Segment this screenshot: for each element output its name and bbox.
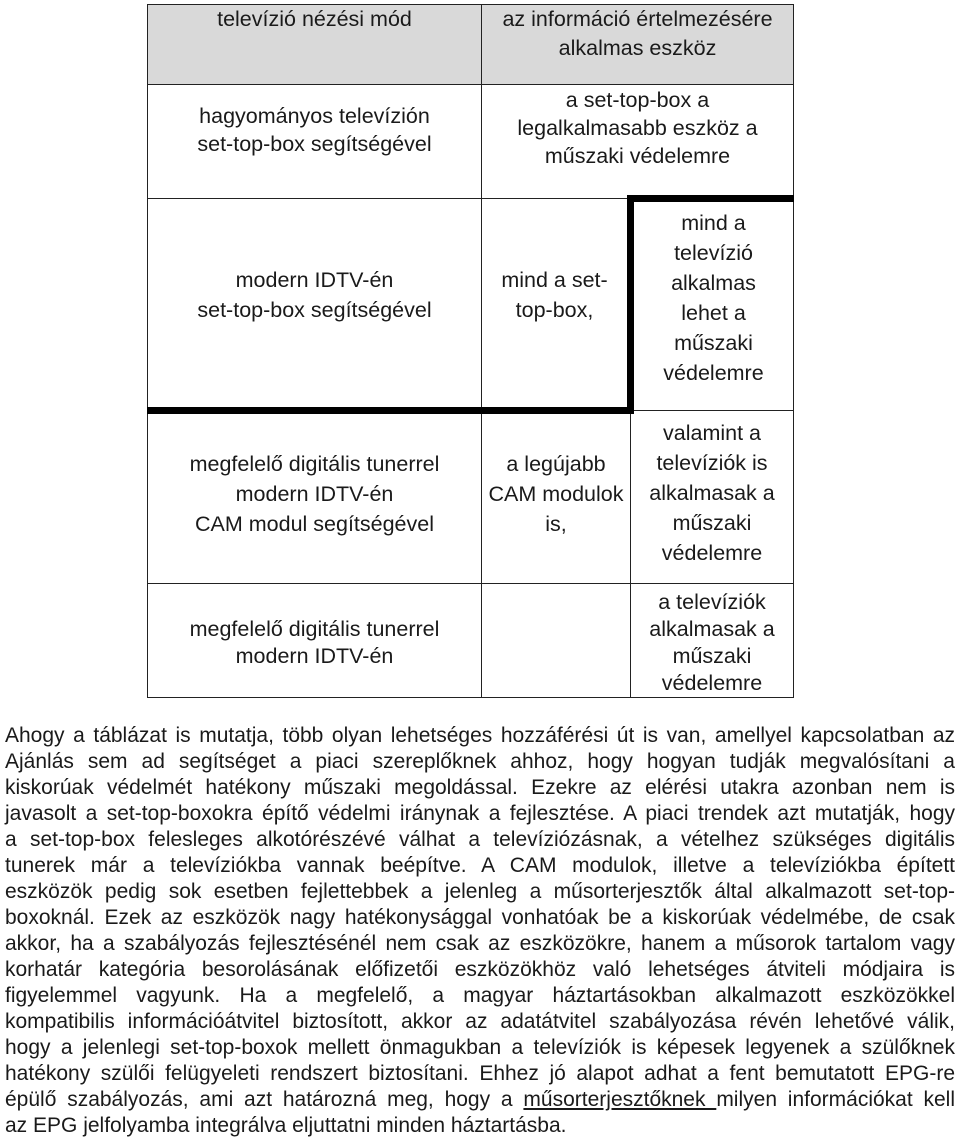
cell-text-line: modern IDTV-én	[235, 643, 394, 668]
header-text-line: az információ értelmezésére	[502, 7, 773, 31]
cell-text-line: műszaki	[672, 643, 752, 668]
cell-viewing-mode	[148, 85, 482, 199]
cell-text-line: set-top-box segítségével	[197, 131, 432, 156]
paragraph-line: boxoknál. Ezek az eszközök nagy hatékonysággal vonhatóak be a kiskorúak védelmébe, de csak	[5, 906, 955, 929]
table-row	[148, 85, 794, 199]
paragraph-line: akkor, ha a szabályozás fejlesztésénél nem csak az eszközökre, hanem a műsorok tartalom vagy	[5, 932, 955, 955]
cell-text-line: CAM modul segítségével	[195, 512, 434, 536]
cell-viewing-mode	[148, 584, 482, 698]
table-row	[148, 411, 794, 584]
cell-text-line: műszaki védelemre	[544, 144, 731, 168]
cell-text-line: hagyományos televízión	[199, 103, 430, 128]
paragraph-line: javasolt a set-top-boxokra építő védelmi iránynak a fejlesztése. A piaci trendek azt mutatják, hogy	[5, 802, 955, 825]
access-methods-table	[147, 4, 794, 698]
cell-text-line: mind a	[681, 211, 746, 235]
paragraph-line: kompatibilis információátvitel biztosított, akkor az adatátvitel szabályozása révén lehetővé válik,	[5, 1010, 955, 1033]
cell-device-middle	[482, 411, 631, 584]
paragraph-line: figyelemmel vagyunk. Ha a megfelelő, a magyar háztartásokban alkalmazott eszközökkel	[5, 984, 955, 1007]
body-paragraph	[5, 723, 955, 1139]
cell-text-line: modern IDTV-én	[235, 268, 394, 292]
paragraph-line: tunerek már a televíziókba vannak beépítve. A CAM modulok, illetve a televíziókba épített	[5, 854, 955, 877]
cell-text-line: védelemre	[661, 670, 763, 695]
cell-text-line: televízió	[674, 241, 753, 265]
cell-text-line: műszaki	[672, 510, 752, 535]
cell-text-line: védelemre	[663, 361, 764, 385]
cell-text-line: set-top-box segítségével	[197, 298, 432, 322]
cell-viewing-mode	[148, 199, 482, 411]
cell-text-line: is,	[545, 512, 567, 536]
cell-text-line: a televíziók	[658, 589, 766, 614]
paragraph-line: Ajánlás sem ad segítséget a piaci szereplőknek ahhoz, hogy hogyan tudják megvalósítani a	[5, 750, 955, 773]
cell-text-line: műszaki	[674, 331, 753, 355]
cell-text-line: televíziók is	[656, 450, 768, 475]
cell-viewing-mode	[148, 411, 482, 584]
cell-text-line: CAM modulok	[488, 482, 624, 506]
cell-text-line: valamint a	[663, 420, 761, 445]
cell-text-line: mind a set-	[501, 268, 608, 292]
cell-text-line: megfelelő digitális tunerrel	[189, 616, 440, 641]
header-viewing-mode	[148, 5, 482, 85]
cell-device-right	[631, 199, 794, 411]
header-text-line: alkalmas eszköz	[558, 36, 717, 60]
cell-device-middle	[482, 199, 631, 411]
cell-text-line: védelemre	[661, 540, 763, 565]
cell-text-line: lehet a	[681, 301, 746, 325]
cell-text-line: legalkalmasabb eszköz a	[517, 116, 758, 140]
paragraph-line: a set-top-box felesleges alkotórészévé válhat a televíziózásnak, a vételhez szükséges digitális	[5, 828, 955, 851]
paragraph-text: milyen információkat kell	[716, 1088, 956, 1111]
paragraph-line: Ahogy a táblázat is mutatja, több olyan lehetséges hozzáférési út is van, amellyel kapcsolatban az	[5, 724, 955, 747]
header-protection-device	[482, 5, 794, 85]
paragraph-line: hatékony szülői felügyeleti rendszert biztosítani. Ehhez jó alapot adhat a fent bemutatott EPG-re	[5, 1062, 955, 1085]
paragraph-text: épülő szabályozás, ami azt határozná meg, hogy a	[5, 1088, 524, 1111]
cell-text-line: alkalmasak a	[649, 616, 775, 641]
paragraph-line: hogy a jelenlegi set-top-boxok mellett önmagukban a televíziók is képesek legyenek a szülőknek	[5, 1036, 955, 1059]
cell-text-line: modern IDTV-én	[235, 482, 394, 506]
table-row	[148, 584, 794, 698]
table-header-row	[148, 5, 794, 85]
cell-protection-device	[482, 85, 794, 199]
cell-text-line: a set-top-box a	[565, 88, 710, 112]
paragraph-line	[5, 1087, 955, 1113]
cell-device-right	[631, 411, 794, 584]
cell-device-right	[631, 584, 794, 698]
cell-text-line: a legújabb	[506, 452, 606, 476]
paragraph-line: az EPG jelfolyamba integrálva eljuttatni minden háztartásba.	[5, 1114, 567, 1137]
paragraph-line: korhatár kategória besorolásának előfizetői eszközökhöz való lehetséges átviteli módjaira is	[5, 958, 955, 981]
cell-text-line: alkalmas	[671, 271, 756, 295]
paragraph-line: kiskorúak védelmét hatékony műszaki megoldással. Ezekre az elérési utakra azonban nem is	[5, 776, 955, 799]
cell-device-middle-empty	[482, 584, 631, 698]
underlined-term: műsorterjesztőknek	[523, 1088, 717, 1111]
table-row	[148, 199, 794, 411]
cell-text-line: alkalmasak a	[649, 480, 775, 505]
paragraph-line: eszközök pedig sok esetben fejlettebbek a jelenleg a műsorterjesztők által alkalmazott set-top-	[5, 880, 955, 903]
header-text: televízió nézési mód	[217, 7, 412, 31]
cell-text-line: top-box,	[515, 298, 594, 322]
cell-text-line: megfelelő digitális tunerrel	[189, 452, 440, 476]
